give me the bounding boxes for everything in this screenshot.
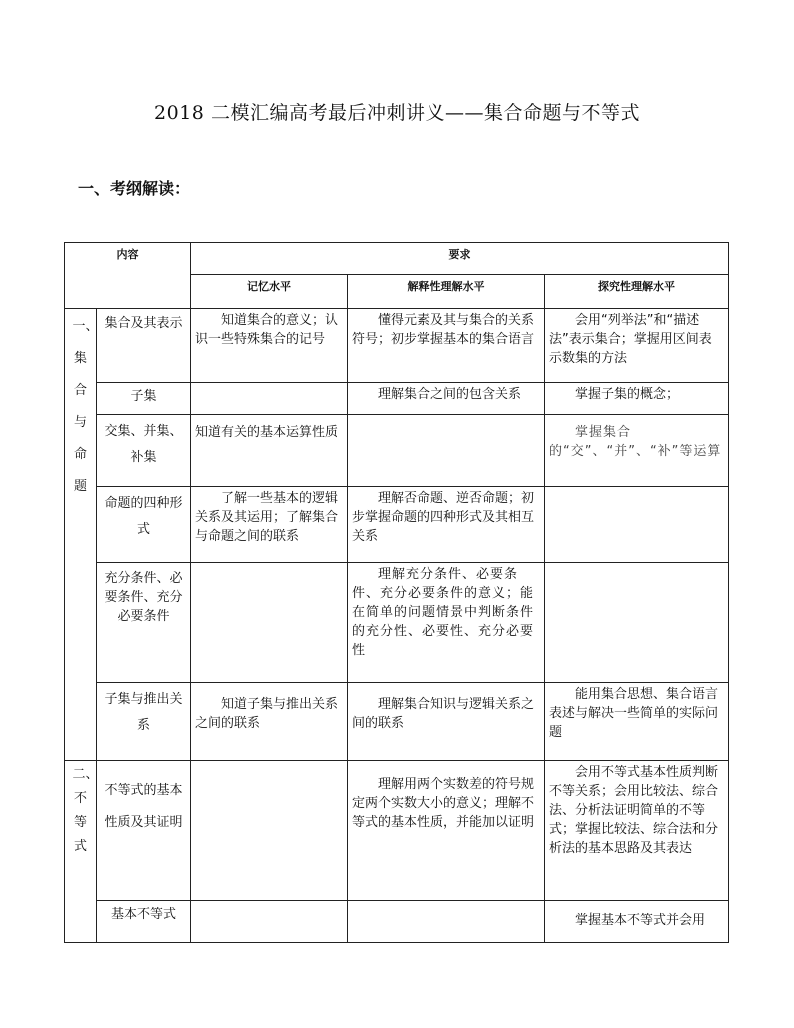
- table-row: [65, 309, 729, 383]
- memory-cell: [191, 563, 348, 683]
- document-title: 2018 二模汇编高考最后冲刺讲义——集合命题与不等式: [154, 102, 640, 124]
- explore-cell: 会用“列举法”和“描述法”表示集合；掌握用区间表示数集的方法: [545, 309, 729, 383]
- memory-cell: 知道子集与推出关系之间的联系: [191, 683, 348, 761]
- table-row: [65, 683, 729, 761]
- explore-cell: 会用不等式基本性质判断不等关系；会用比较法、综合法、分析法证明简单的不等式；掌握比较法、综合法和分析法的基本思路及其表达: [545, 761, 729, 901]
- table-row: [65, 761, 729, 901]
- header-level-explain: 解释性理解水平: [348, 275, 545, 309]
- topic-cell: 命题的四种形式: [97, 487, 191, 563]
- header-level-explore: 探究性理解水平: [545, 275, 729, 309]
- memory-cell: 知道有关的基本运算性质: [191, 415, 348, 487]
- header-content: 内容: [65, 243, 191, 309]
- explain-cell: 懂得元素及其与集合的关系符号；初步掌握基本的集合语言: [348, 309, 545, 383]
- topic-cell: 充分条件、必要条件、充分必要条件: [97, 563, 191, 683]
- explore-cell: 掌握子集的概念；: [545, 383, 729, 415]
- explore-cell: [545, 563, 729, 683]
- explain-cell: [348, 901, 545, 943]
- memory-cell: 了解一些基本的逻辑关系及其运用；了解集合与命题之间的联系: [191, 487, 348, 563]
- table-row: [65, 563, 729, 683]
- table-row: [65, 901, 729, 943]
- memory-cell: [191, 383, 348, 415]
- category-sets-and-propositions: 一、集合与命题: [65, 309, 97, 761]
- header-requirements: 要求: [191, 243, 729, 275]
- explain-cell: [348, 415, 545, 487]
- explore-cell: 掌握基本不等式并会用: [545, 901, 729, 943]
- explain-cell: 理解否命题、逆否命题；初步掌握命题的四种形式及其相互关系: [348, 487, 545, 563]
- memory-cell: 知道集合的意义；认识一些特殊集合的记号: [191, 309, 348, 383]
- table-row: [65, 415, 729, 487]
- memory-cell: [191, 761, 348, 901]
- explain-cell: 理解集合知识与逻辑关系之间的联系: [348, 683, 545, 761]
- topic-cell: 集合及其表示: [97, 309, 191, 383]
- syllabus-table: [64, 242, 729, 943]
- explain-cell: 理解集合之间的包含关系: [348, 383, 545, 415]
- header-level-memory: 记忆水平: [191, 275, 348, 309]
- topic-cell: 不等式的基本性质及其证明: [97, 761, 191, 901]
- table-row: [65, 487, 729, 563]
- topic-cell: 交集、并集、补集: [97, 415, 191, 487]
- explore-cell: 能用集合思想、集合语言表述与解决一些简单的实际问题: [545, 683, 729, 761]
- table-row: [65, 383, 729, 415]
- topic-cell: 子集: [97, 383, 191, 415]
- explore-cell: [545, 487, 729, 563]
- category-inequalities: 二、不等式: [65, 761, 97, 943]
- topic-cell: 子集与推出关系: [97, 683, 191, 761]
- explore-cell: 掌握集合的“交”、“并”、“补”等运算: [545, 415, 729, 487]
- explain-cell: 理解用两个实数差的符号规定两个实数大小的意义；理解不等式的基本性质，并能加以证明: [348, 761, 545, 901]
- explain-cell: 理解充分条件、必要条件、充分必要条件的意义；能在简单的问题情景中判断条件的充分性、必要性、充分必要性: [348, 563, 545, 683]
- topic-cell: 基本不等式: [97, 901, 191, 943]
- section-heading: 一、考纲解读：: [78, 179, 191, 198]
- memory-cell: [191, 901, 348, 943]
